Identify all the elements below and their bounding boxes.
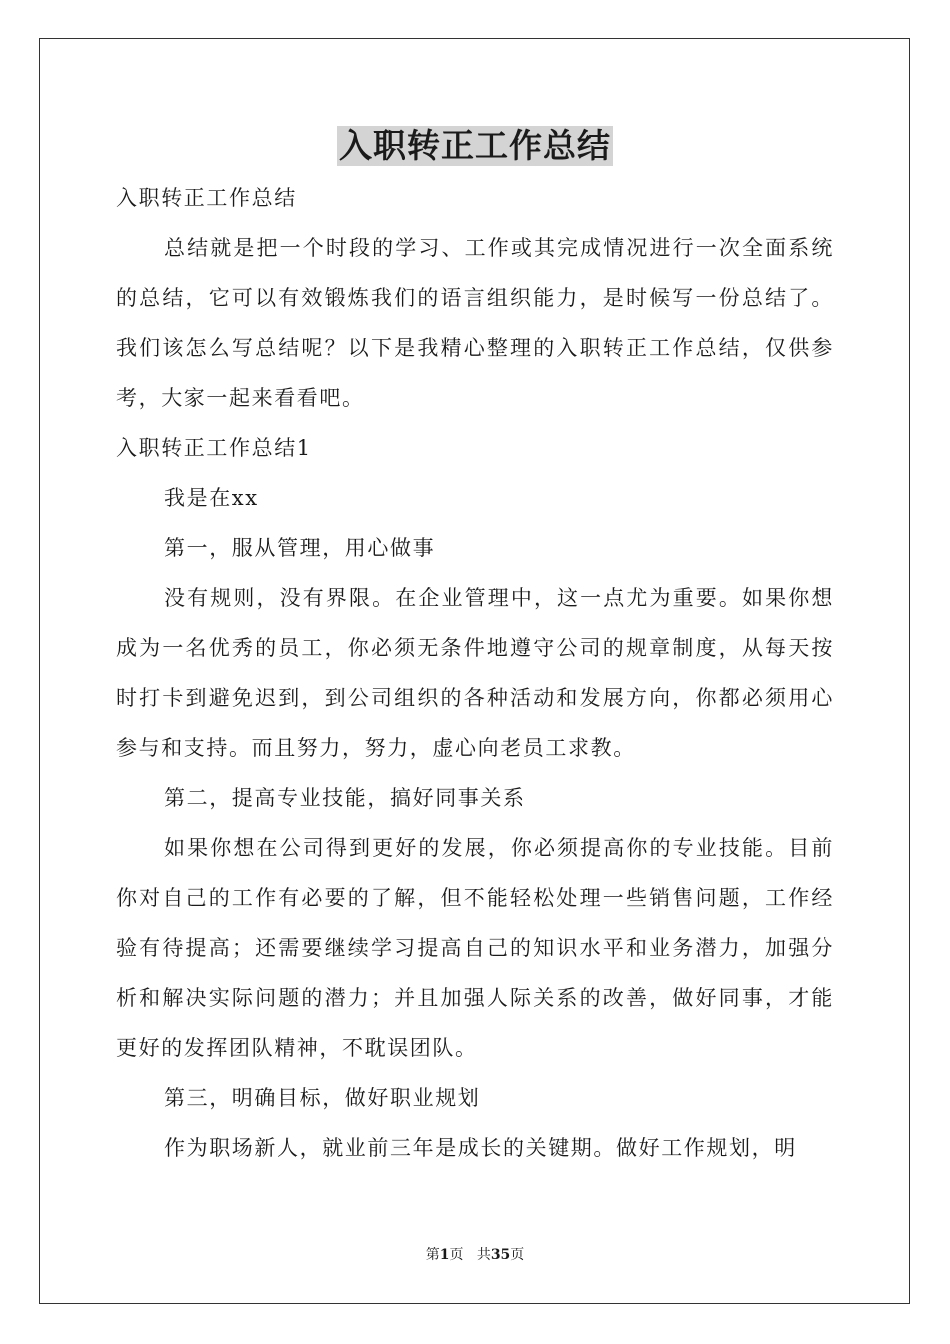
- body-paragraph: 没有规则，没有界限。在企业管理中，这一点尤为重要。如果你想成为一名优秀的员工，你必须无条件地遵守公司的规章制度，从每天按时打卡到避免迟到，到公司组织的各种活动和发展方向，你都必须用心参与和支持。而且努力，努力，虚心向老员工求教。: [116, 586, 834, 760]
- body-paragraph: 作为职场新人，就业前三年是成长的关键期。做好工作规划，明: [164, 1136, 797, 1160]
- total-label-prefix: 共: [476, 1247, 491, 1263]
- body-paragraph: 我是在xx: [164, 486, 259, 510]
- point-heading-3: 第三，明确目标，做好职业规划: [164, 1086, 481, 1110]
- page-label-prefix: 第: [425, 1247, 440, 1263]
- page-label-suffix: 页: [449, 1247, 464, 1263]
- total-label-suffix: 页: [510, 1247, 525, 1263]
- section-heading: 入职转正工作总结1: [116, 436, 312, 460]
- intro-paragraph: 总结就是把一个时段的学习、工作或其完成情况进行一次全面系统的总结，它可以有效锻炼我们的语言组织能力，是时候写一份总结了。我们该怎么写总结呢？以下是我精心整理的入职转正工作总结，仅供参考，大家一起来看看吧。: [116, 236, 834, 410]
- total-pages-number: 35: [490, 1247, 511, 1263]
- body-paragraph: 如果你想在公司得到更好的发展，你必须提高你的专业技能。目前你对自己的工作有必要的了解，但不能轻松处理一些销售问题，工作经验有待提高；还需要继续学习提高自己的知识水平和业务潜力，加强分析和解决实际问题的潜力；并且加强人际关系的改善，做好同事，才能更好的发挥团队精神，不耽误团队。: [116, 836, 834, 1060]
- current-page-number: 1: [439, 1247, 450, 1263]
- point-heading-2: 第二，提高专业技能，搞好同事关系: [164, 786, 526, 810]
- document-body: [116, 173, 834, 1173]
- page-footer: [0, 1245, 950, 1265]
- document-title-text: 入职转正工作总结: [339, 126, 611, 165]
- subtitle-paragraph: 入职转正工作总结: [116, 186, 297, 210]
- document-title: [0, 126, 950, 166]
- point-heading-1: 第一，服从管理，用心做事: [164, 536, 436, 560]
